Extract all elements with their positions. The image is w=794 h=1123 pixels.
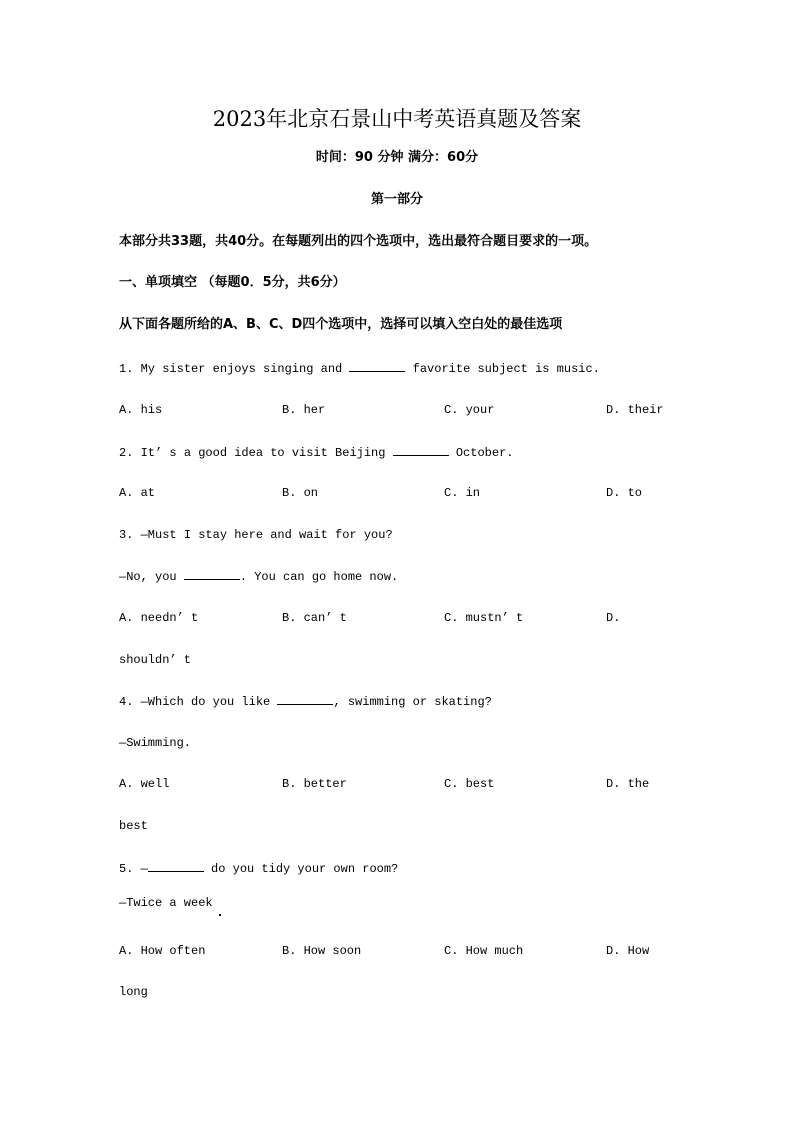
- question-5-stem: [119, 859, 398, 878]
- question-4-stem: [119, 692, 492, 711]
- question-number: 5.: [119, 862, 134, 876]
- question-2-options: [119, 484, 719, 502]
- answer-blank: [349, 359, 405, 372]
- option-c: C. in: [444, 486, 481, 500]
- reply-text: —No, you: [119, 570, 184, 584]
- option-d: D. to: [606, 486, 643, 500]
- stem-text: do you tidy your own room?: [203, 862, 399, 876]
- option-b: B. on: [282, 486, 319, 500]
- answer-blank: [393, 443, 449, 456]
- stem-text: It’ s a good idea to visit Beijing: [133, 446, 393, 460]
- question-3-options: [119, 609, 719, 627]
- part-instruction: 本部分共33题，共40分。在每题列出的四个选项中，选出最符合题目要求的一项。: [119, 234, 598, 249]
- option-d-continuation: shouldn’ t: [119, 653, 192, 667]
- exam-time-and-score: 时间：90 分钟 满分：60分: [315, 150, 479, 165]
- option-c: C. mustn’ t: [444, 611, 524, 625]
- question-number: 2.: [119, 446, 134, 460]
- question-1-options: [119, 401, 719, 419]
- period-mark: [219, 914, 221, 916]
- option-b: B. can’ t: [282, 611, 347, 625]
- option-a: A. his: [119, 403, 163, 417]
- section-instruction: 从下面各题所给的A、B、C、D四个选项中，选择可以填入空白处的最佳选项: [119, 317, 563, 332]
- stem-text: favorite subject is music.: [405, 362, 600, 376]
- stem-text: —: [133, 862, 148, 876]
- answer-blank: [277, 692, 333, 705]
- answer-blank: [148, 859, 204, 872]
- option-c: C. your: [444, 403, 495, 417]
- option-a: A. at: [119, 486, 156, 500]
- question-4-reply: —Swimming.: [119, 736, 192, 750]
- question-5-options: [119, 942, 719, 960]
- question-number: 3.: [119, 528, 134, 542]
- question-4-options: [119, 775, 719, 793]
- option-d: D.: [606, 611, 621, 625]
- question-number: 1.: [119, 362, 134, 376]
- option-a: A. How often: [119, 944, 206, 958]
- stem-text: , swimming or skating?: [333, 695, 492, 709]
- question-5-reply: —Twice a week: [119, 896, 213, 910]
- option-a: A. well: [119, 777, 170, 791]
- option-c: C. best: [444, 777, 495, 791]
- question-3-stem: [119, 526, 393, 544]
- stem-text: My sister enjoys singing and: [133, 362, 350, 376]
- answer-blank: [184, 567, 240, 580]
- document-title: 2023年北京石景山中考英语真题及答案: [212, 107, 582, 131]
- stem-text: —Which do you like: [133, 695, 278, 709]
- option-d-continuation: long: [119, 985, 148, 999]
- option-d: D. their: [606, 403, 664, 417]
- option-b: B. better: [282, 777, 347, 791]
- question-1-stem: [119, 359, 600, 378]
- part-heading: 第一部分: [370, 192, 423, 207]
- option-d: D. the: [606, 777, 650, 791]
- question-2-stem: [119, 443, 513, 462]
- option-d-continuation: best: [119, 819, 148, 833]
- question-3-reply: [119, 567, 398, 586]
- option-d: D. How: [606, 944, 650, 958]
- option-c: C. How much: [444, 944, 524, 958]
- option-b: B. How soon: [282, 944, 362, 958]
- question-number: 4.: [119, 695, 134, 709]
- option-b: B. her: [282, 403, 326, 417]
- stem-text: October.: [448, 446, 514, 460]
- stem-text: —Must I stay here and wait for you?: [133, 528, 393, 542]
- reply-text: . You can go home now.: [239, 570, 399, 584]
- option-a: A. needn’ t: [119, 611, 199, 625]
- section-heading: 一、单项填空 （每题0．5分，共6分）: [119, 275, 346, 290]
